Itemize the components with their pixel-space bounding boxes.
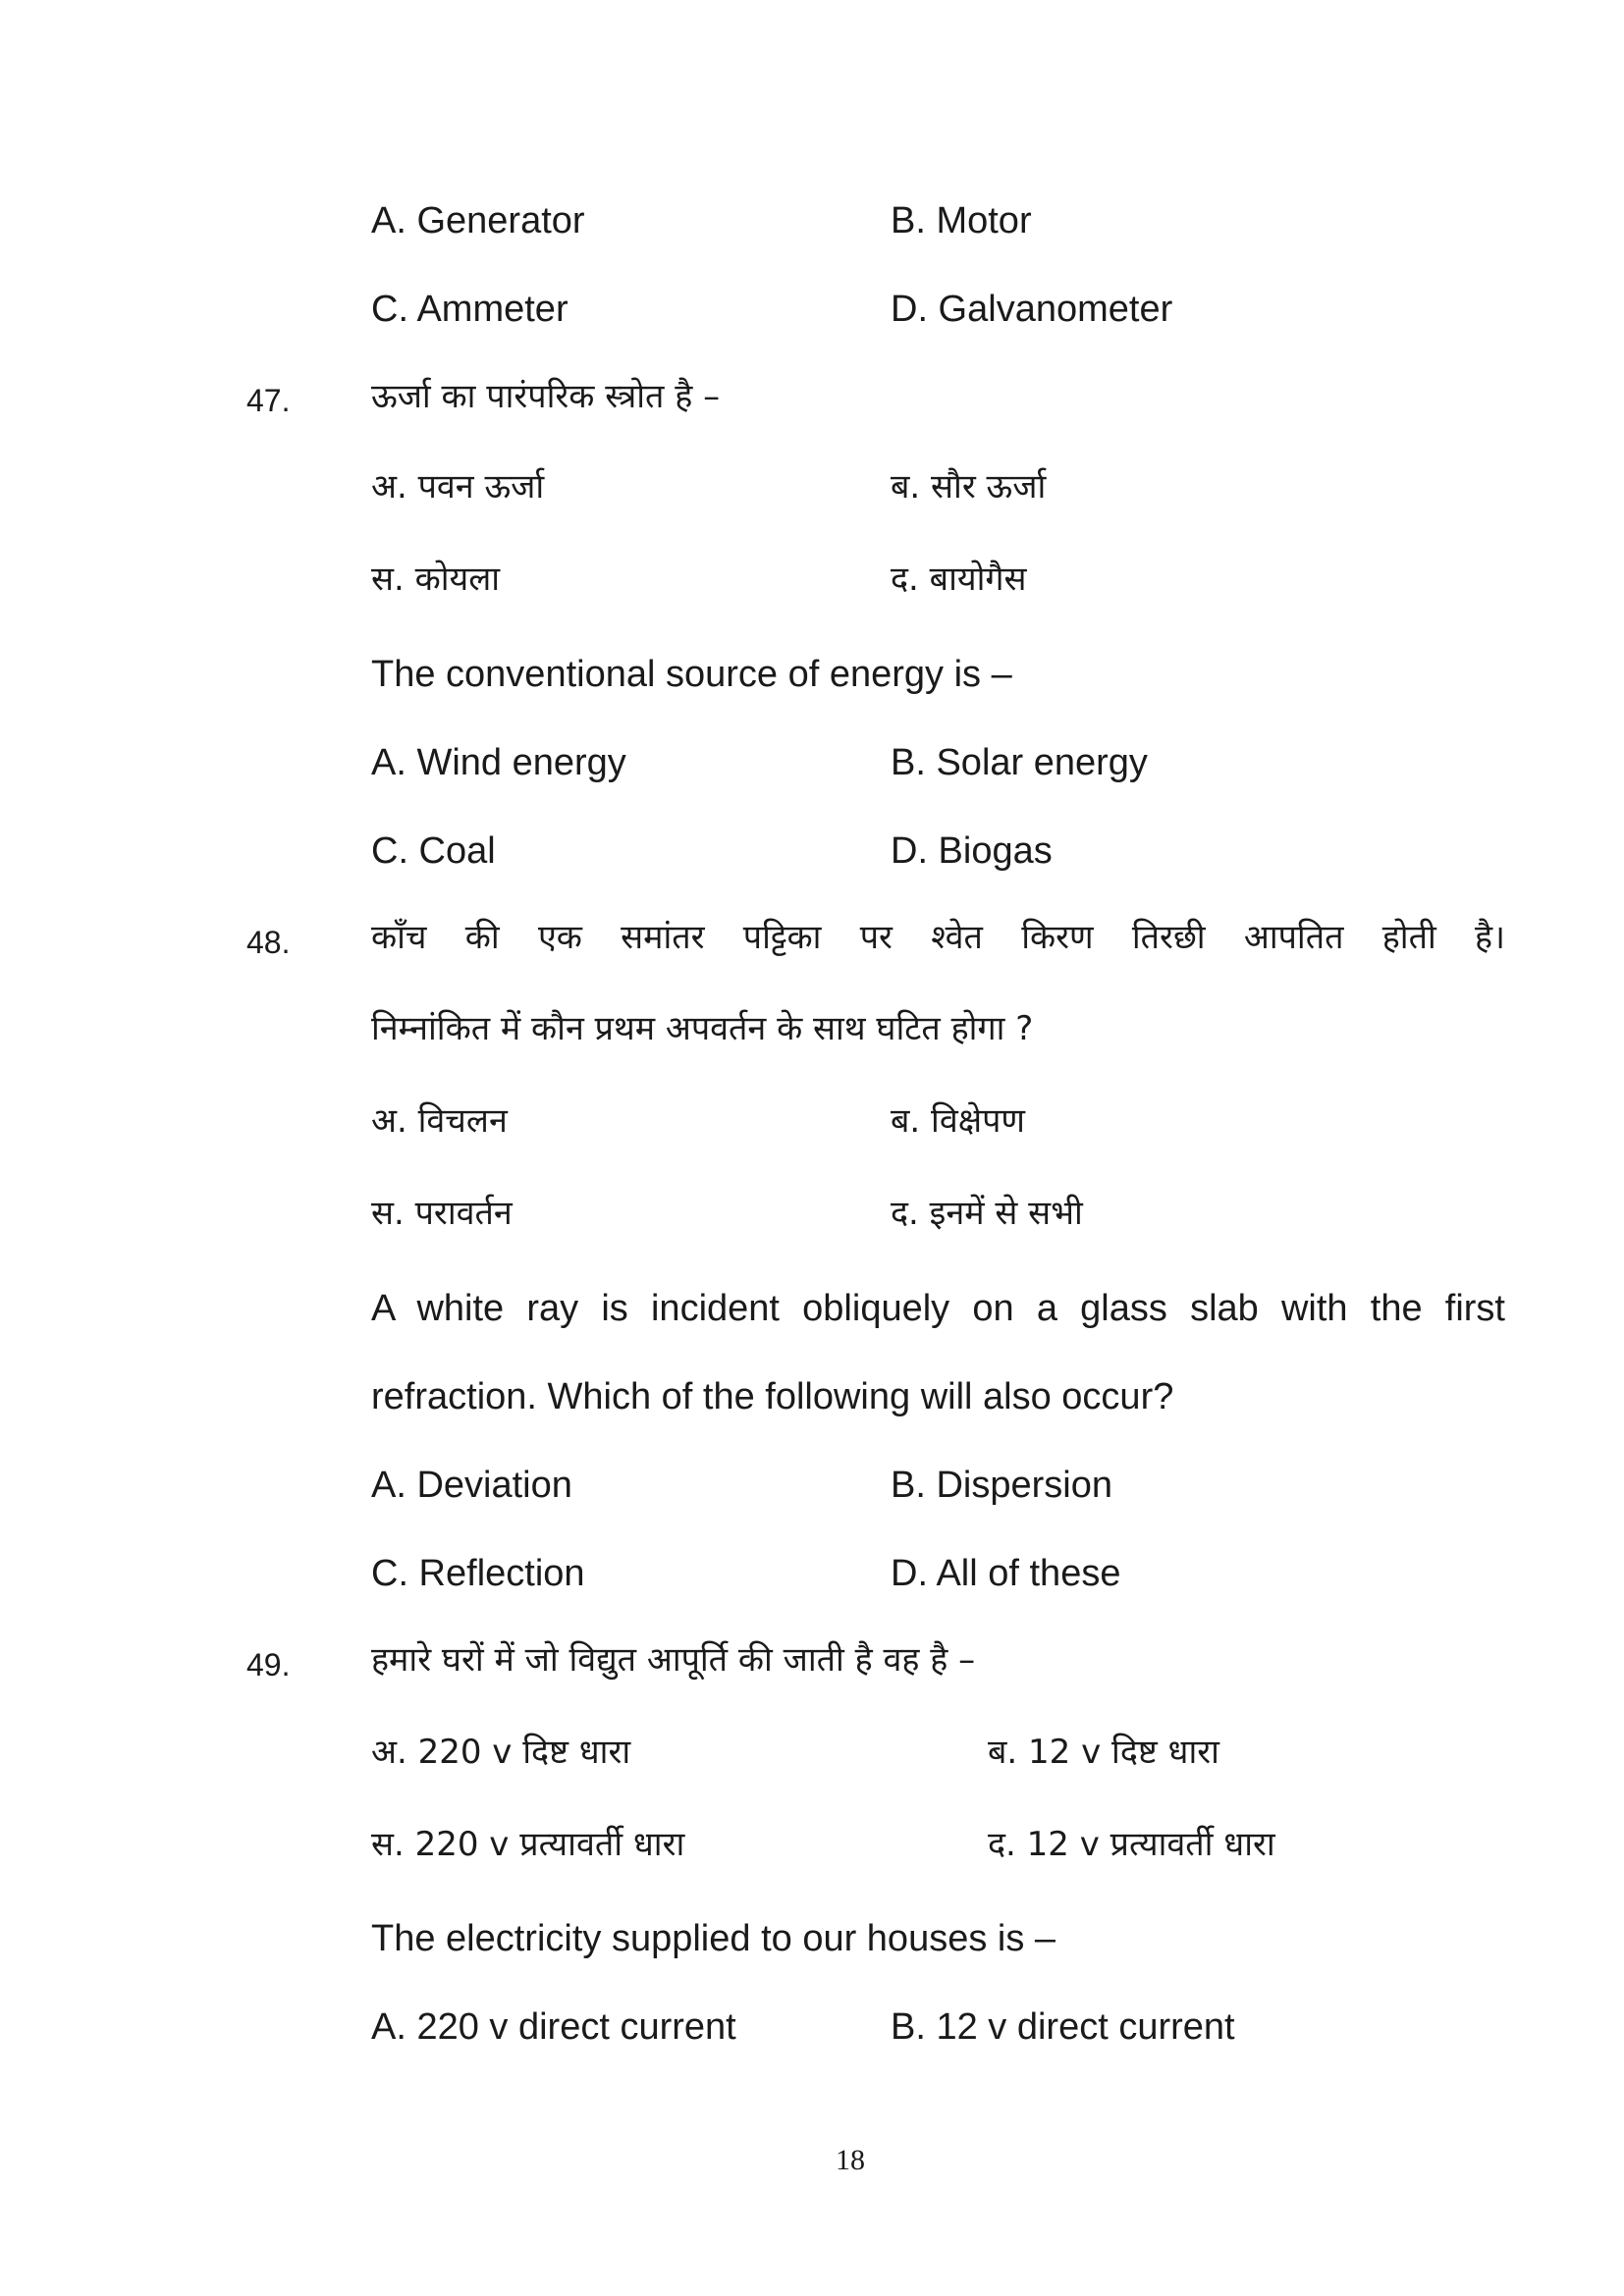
q46-option-d: D. Galvanometer <box>891 289 1173 330</box>
q49-option-a-hindi: अ. 220 v दिष्ट धारा <box>371 1733 631 1772</box>
q49-option-b-hindi: ब. 12 v दिष्ट धारा <box>988 1733 1219 1772</box>
q47-option-a-hindi: अ. पवन ऊर्जा <box>371 467 545 507</box>
q47-question-hindi: ऊर्जा का पारंपरिक स्त्रोत है – <box>371 377 721 416</box>
q46-option-c: C. Ammeter <box>371 289 568 330</box>
q47-question-english: The conventional source of energy is – <box>371 654 1012 695</box>
q48-question-english-line2: refraction. Which of the following will also occur? <box>371 1376 1174 1417</box>
q48-question-hindi-line1: कॉंच की एक समांतर पट्टिका पर श्वेत किरण तिरछी आपतित होती है। <box>371 918 1505 957</box>
q49-option-b: B. 12 v direct current <box>891 2006 1235 2048</box>
q48-option-d: D. All of these <box>891 1553 1121 1594</box>
q47-option-b-hindi: ब. सौर ऊर्जा <box>891 467 1047 507</box>
q48-option-c-hindi: स. परावर्तन <box>371 1194 513 1233</box>
q47-option-a: A. Wind energy <box>371 742 626 783</box>
q48-number: 48. <box>246 925 291 960</box>
q49-option-d-hindi: द. 12 v प्रत्यावर्ती धारा <box>988 1825 1275 1864</box>
q48-option-a: A. Deviation <box>371 1465 572 1506</box>
q48-option-d-hindi: द. इनमें से सभी <box>891 1194 1083 1233</box>
q48-option-a-hindi: अ. विचलन <box>371 1101 508 1141</box>
q46-option-a: A. Generator <box>371 200 585 241</box>
q48-option-c: C. Reflection <box>371 1553 585 1594</box>
q47-option-c: C. Coal <box>371 830 496 872</box>
q49-option-a: A. 220 v direct current <box>371 2006 736 2048</box>
q47-option-c-hindi: स. कोयला <box>371 560 501 599</box>
q47-option-d: D. Biogas <box>891 830 1053 872</box>
q46-option-b: B. Motor <box>891 200 1032 241</box>
page-number: 18 <box>836 2144 865 2176</box>
q49-question-hindi: हमारे घरों में जो विद्युत आपूर्ति की जाती है वह है – <box>371 1640 976 1680</box>
q49-option-c-hindi: स. 220 v प्रत्यावर्ती धारा <box>371 1825 685 1864</box>
q49-number: 49. <box>246 1647 291 1682</box>
q48-option-b-hindi: ब. विक्षेपण <box>891 1101 1026 1141</box>
q48-option-b: B. Dispersion <box>891 1465 1112 1506</box>
q47-option-d-hindi: द. बायोगैस <box>891 560 1027 599</box>
q47-option-b: B. Solar energy <box>891 742 1148 783</box>
q48-question-hindi-line2: निम्नांकित में कौन प्रथम अपवर्तन के साथ घटित होगा ? <box>371 1009 1034 1048</box>
q47-number: 47. <box>246 383 291 418</box>
q49-question-english: The electricity supplied to our houses is – <box>371 1918 1056 1959</box>
q48-question-english-line1: A white ray is incident obliquely on a glass slab with the first <box>371 1288 1505 1329</box>
